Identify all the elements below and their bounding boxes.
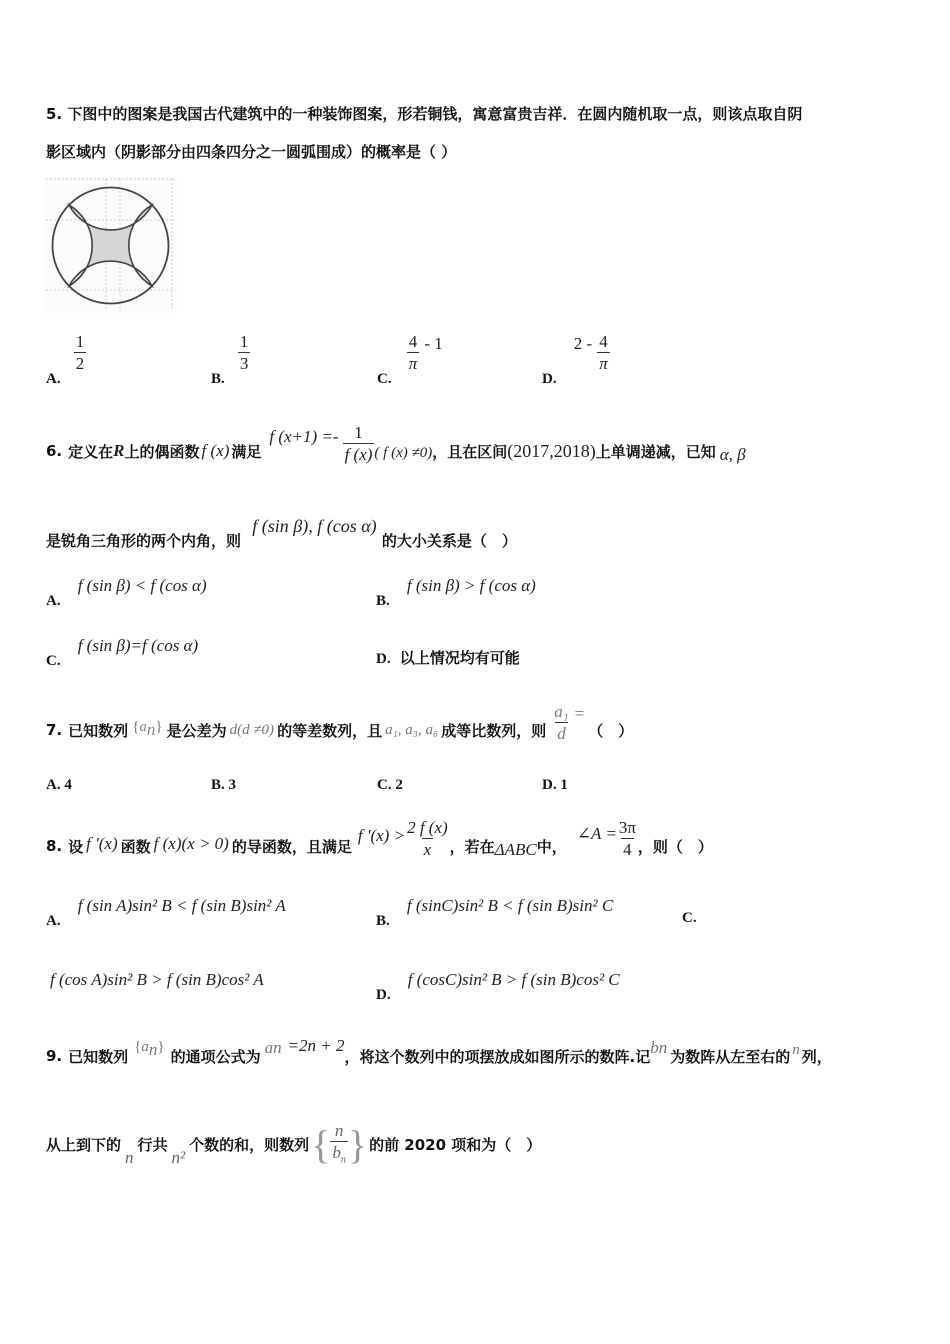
fraction: $\frac{1}{2}$: [75, 332, 85, 373]
option-label: A.: [46, 371, 61, 387]
option-label: C.: [377, 371, 392, 387]
q5-text-line1: 下图中的图案是我国古代建筑中的一种装饰图案，形若铜钱，寓意富贵吉祥．在圆内随机取一点，则该点取自阴: [67, 105, 803, 123]
q6-option-a[interactable]: A. f (sin β) < f (cos α): [46, 576, 207, 609]
sequence-n-over-b-n: { $\frac{n}{b_n}$ }: [311, 1121, 368, 1167]
q8-option-a[interactable]: A. f (sin A)sin² B < f (sin B)sin² A: [46, 896, 286, 929]
q8-option-c-expr[interactable]: f (cos A)sin² B > f (sin B)cos² A: [50, 970, 264, 989]
sequence-a-n: $\{a_n\}$: [132, 718, 163, 739]
q7-line1: 7. 已知数列 $\{a_n\}$ 是公差为 d(d ≠0) 的等差数列，且 a₁, a₃, a₆ 成等比数列，则 $\frac{\text{a₁}}{d}$ = （ ）: [46, 701, 634, 743]
q5-option-b[interactable]: [211, 332, 250, 387]
q9-line2: 从上到下的 n 行共 n² 个数的和，则数列 { $\frac{n}{b_n}$ } 的前 2020 项和为（ ）: [46, 1121, 542, 1167]
q8-line1: 8. 设 f '(x) 函数 f (x)(x > 0) 的导函数，且满足 f '(x) > $\frac{2 f (x)}{x}$ ，若在 ΔABC 中， ∠A = $\frac{3\pi}{4}$ ，则（ ）: [46, 817, 713, 859]
fraction: $\frac{1}{f (x)}$: [344, 422, 373, 464]
q6-option-d[interactable]: D. 以上情况均有可能: [376, 649, 520, 667]
fraction: $\frac{1}{3}$: [239, 332, 249, 373]
q7-option-c[interactable]: C. 2: [377, 777, 403, 793]
q8-number: 8.: [46, 837, 63, 855]
fraction: $\frac{3\pi}{4}$: [618, 817, 636, 859]
q6-line1: 6. 定义在 R 上的偶函数 f (x) 满足 f (x+1) =- $\frac{1}{f (x)}$ ( f (x) ≠0) ，且在区间 (2017,2018) 上单调递减，已知 α, β: [46, 422, 746, 464]
q6-option-c[interactable]: C. f (sin β)=f (cos α): [46, 636, 199, 669]
q6-line2: 是锐角三角形的两个内角，则 f (sin β), f (cos α) 的大小关系是（ ）: [46, 516, 517, 550]
q8-option-b[interactable]: B. f (sinC)sin² B < f (sin B)sin² C: [376, 896, 614, 929]
q8-option-c-label[interactable]: C.: [682, 910, 697, 926]
q6-option-b[interactable]: B. f (sin β) > f (cos α): [376, 576, 536, 609]
fraction: $\frac{4}{\pi}$: [599, 332, 608, 373]
sequence-a-n: $\{a_n\}$: [134, 1038, 165, 1059]
q5-number: 5.: [46, 105, 63, 123]
copper-coin-figure: [44, 177, 177, 313]
q7-option-b[interactable]: B. 3: [211, 777, 237, 793]
fraction: $\frac{2 f (x)}{x}$: [407, 817, 448, 859]
q6-number: 6.: [46, 442, 63, 460]
option-suffix: - 1: [424, 334, 443, 353]
q8-option-d[interactable]: D. f (cosC)sin² B > f (sin B)cos² C: [376, 970, 620, 1003]
fraction: $\frac{4}{\pi}$: [408, 332, 418, 373]
option-prefix: 2 -: [573, 334, 593, 353]
q5-text-line2: 影区域内（阴影部分由四条四分之一圆弧围成）的概率是（ ）: [46, 143, 457, 161]
q5-option-c[interactable]: [377, 332, 443, 387]
coin-pattern-icon: [44, 177, 177, 313]
q7-option-d[interactable]: D. 1: [542, 777, 568, 793]
q5-line1: [46, 103, 802, 124]
q9-line1: 9. 已知数列 $\{a_n\}$ 的通项公式为 a $_n$ =2n + 2 ，将这个数列中的项摆放成如图所示的数阵.记 b $_n$ 为数阵从左至右的 n 列，: [46, 1036, 832, 1066]
fraction: $\frac{\text{a₁}}{d}$: [554, 701, 569, 743]
q7-option-a[interactable]: A. 4: [46, 777, 72, 793]
q7-number: 7.: [46, 721, 63, 739]
q9-number: 9.: [46, 1047, 63, 1065]
option-label: D.: [542, 371, 557, 387]
q5-option-d[interactable]: [542, 332, 610, 387]
option-label: B.: [211, 371, 225, 387]
q5-option-a[interactable]: [46, 332, 86, 387]
